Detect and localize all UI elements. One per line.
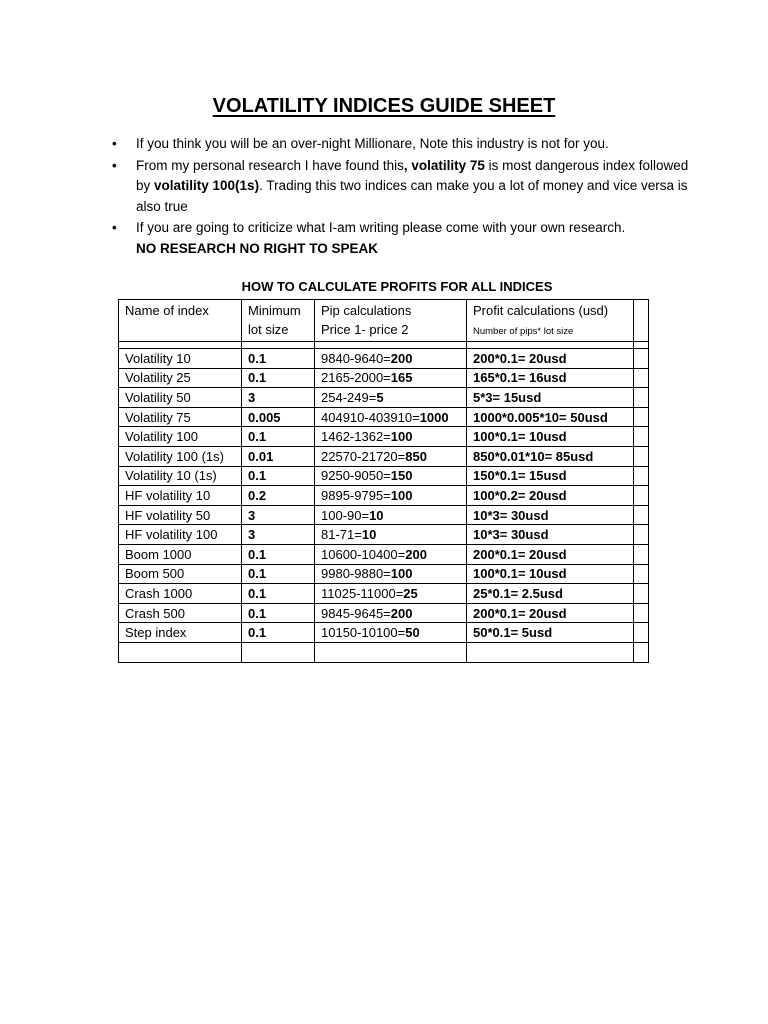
pip-expression: 9845-9645= — [321, 605, 391, 621]
cell-pip — [315, 564, 467, 584]
bullet-emphasis: volatility 100(1s) — [154, 178, 260, 193]
cell-name: Volatility 75 — [119, 407, 242, 427]
cell-name: HF volatility 10 — [119, 486, 242, 506]
table-row — [119, 349, 649, 369]
table-row — [119, 564, 649, 584]
cell-pip — [315, 486, 467, 506]
cell-name: Volatility 100 (1s) — [119, 446, 242, 466]
pip-expression: 1462-1362= — [321, 429, 391, 445]
cell-extra — [634, 525, 649, 545]
pip-expression: 9980-9880= — [321, 566, 391, 582]
list-item — [112, 134, 692, 155]
cell-lot: 0.01 — [242, 446, 315, 466]
list-item — [112, 218, 692, 259]
cell-extra — [634, 584, 649, 604]
cell-extra — [634, 427, 649, 447]
cell-extra — [634, 603, 649, 623]
table-row — [119, 584, 649, 604]
cell-pip — [315, 544, 467, 564]
cell-name: Boom 500 — [119, 564, 242, 584]
cell-profit: 25*0.1= 2.5usd — [467, 584, 634, 604]
cell-name: Volatility 100 — [119, 427, 242, 447]
pip-result: 10 — [369, 507, 384, 523]
cell-name: Crash 1000 — [119, 584, 242, 604]
header-lot-line1: Minimum — [248, 303, 301, 318]
pip-result: 1000 — [419, 409, 449, 425]
pip-expression: 81-71= — [321, 527, 362, 543]
cell-profit: 200*0.1= 20usd — [467, 349, 634, 369]
cell-extra — [634, 486, 649, 506]
table-row — [119, 642, 649, 662]
pip-result: 5 — [376, 389, 384, 405]
pip-result: 150 — [390, 468, 413, 484]
spacer-cell — [634, 342, 649, 349]
table-row — [119, 544, 649, 564]
bullet-text: If you think you will be an over-night Millionare, Note this industry is not for you. — [136, 136, 609, 151]
pip-expression: 9895-9795= — [321, 487, 391, 503]
cell-lot: 0.1 — [242, 564, 315, 584]
pip-expression: 22570-21720= — [321, 448, 406, 464]
cell-profit: 50*0.1= 5usd — [467, 623, 634, 643]
cell-name: Crash 500 — [119, 603, 242, 623]
table-row — [119, 603, 649, 623]
cell-extra — [634, 466, 649, 486]
cell-profit: 10*3= 30usd — [467, 525, 634, 545]
cell-name: HF volatility 100 — [119, 525, 242, 545]
list-item — [112, 156, 692, 218]
pip-expression: 11025-11000= — [321, 585, 404, 601]
indices-table — [118, 299, 649, 663]
table-row — [119, 505, 649, 525]
empty-cell — [242, 642, 315, 662]
cell-profit: 100*0.1= 10usd — [467, 427, 634, 447]
cell-lot: 0.1 — [242, 544, 315, 564]
table-caption: HOW TO CALCULATE PROFITS FOR ALL INDICES — [241, 279, 553, 294]
empty-cell — [467, 642, 634, 662]
bullet-text: If you are going to criticize what I-am writing please come with your own research. — [136, 220, 626, 235]
cell-pip — [315, 349, 467, 369]
pip-expression: 9840-9640= — [321, 350, 391, 366]
empty-cell — [315, 642, 467, 662]
pip-result: 100 — [390, 566, 413, 582]
cell-pip — [315, 584, 467, 604]
pip-result: 100 — [390, 487, 413, 503]
header-profit-line1: Profit calculations (usd) — [473, 303, 609, 318]
table-spacer-row — [119, 342, 649, 349]
pip-result: 165 — [390, 370, 413, 386]
cell-lot: 0.1 — [242, 349, 315, 369]
cell-extra — [634, 505, 649, 525]
table-row — [119, 388, 649, 408]
cell-extra — [634, 368, 649, 388]
table-row — [119, 466, 649, 486]
cell-profit: 100*0.2= 20usd — [467, 486, 634, 506]
bullet-icon: • — [112, 136, 117, 151]
cell-extra — [634, 407, 649, 427]
header-pip-line1: Pip calculations — [321, 303, 412, 318]
cell-profit: 200*0.1= 20usd — [467, 544, 634, 564]
header-lot-line2: lot size — [248, 322, 289, 337]
page-title: VOLATILITY INDICES GUIDE SHEET — [212, 95, 556, 117]
spacer-cell — [315, 342, 467, 349]
cell-extra — [634, 544, 649, 564]
cell-lot: 3 — [242, 388, 315, 408]
cell-lot: 0.2 — [242, 486, 315, 506]
cell-profit: 200*0.1= 20usd — [467, 603, 634, 623]
cell-extra — [634, 349, 649, 369]
cell-lot: 0.1 — [242, 368, 315, 388]
pip-expression: 10600-10400= — [321, 546, 406, 562]
bullet-emphasis: , volatility 75 — [403, 157, 485, 173]
header-extra — [634, 300, 649, 342]
table-row — [119, 525, 649, 545]
cell-profit: 10*3= 30usd — [467, 505, 634, 525]
cell-pip — [315, 525, 467, 545]
cell-profit: 850*0.01*10= 85usd — [467, 446, 634, 466]
pip-expression: 254-249= — [321, 389, 377, 405]
pip-expression: 404910-403910= — [321, 409, 420, 425]
pip-result: 50 — [405, 625, 420, 641]
cell-pip — [315, 427, 467, 447]
pip-expression: 10150-10100= — [321, 625, 406, 641]
bullet-emphasis: NO RESEARCH NO RIGHT TO SPEAK — [136, 240, 379, 256]
cell-pip — [315, 388, 467, 408]
cell-name: Step index — [119, 623, 242, 643]
cell-pip — [315, 466, 467, 486]
table-row — [119, 407, 649, 427]
pip-result: 200 — [390, 350, 413, 366]
spacer-cell — [467, 342, 634, 349]
empty-cell — [634, 642, 649, 662]
cell-pip — [315, 368, 467, 388]
pip-result: 25 — [403, 585, 418, 601]
bullet-text: . Trading this two indices can make you a lot of money and vice versa is also true — [136, 178, 688, 214]
header-pip — [315, 300, 467, 342]
cell-profit: 100*0.1= 10usd — [467, 564, 634, 584]
empty-cell — [119, 642, 242, 662]
cell-pip — [315, 623, 467, 643]
header-pip-line2: Price 1- price 2 — [321, 322, 409, 337]
cell-name: Boom 1000 — [119, 544, 242, 564]
bullet-icon: • — [112, 157, 117, 173]
table-row — [119, 368, 649, 388]
pip-result: 200 — [405, 546, 427, 562]
cell-name: Volatility 10 (1s) — [119, 466, 242, 486]
cell-profit: 165*0.1= 16usd — [467, 368, 634, 388]
table-row — [119, 446, 649, 466]
cell-lot: 0.005 — [242, 407, 315, 427]
pip-result: 10 — [361, 527, 377, 543]
cell-lot: 3 — [242, 525, 315, 545]
spacer-cell — [119, 342, 242, 349]
cell-profit: 150*0.1= 15usd — [467, 466, 634, 486]
pip-expression: 9250-9050= — [321, 468, 391, 484]
cell-pip — [315, 603, 467, 623]
cell-lot: 3 — [242, 505, 315, 525]
cell-profit: 5*3= 15usd — [467, 388, 634, 408]
header-lot — [242, 300, 315, 342]
pip-expression: 2165-2000= — [321, 370, 391, 386]
cell-name: Volatility 25 — [119, 368, 242, 388]
cell-lot: 0.1 — [242, 427, 315, 447]
pip-result: 850 — [405, 448, 427, 464]
header-profit — [467, 300, 634, 342]
cell-extra — [634, 623, 649, 643]
header-name — [119, 300, 242, 342]
cell-pip — [315, 505, 467, 525]
table-row — [119, 427, 649, 447]
bullet-icon: • — [112, 220, 117, 235]
bullet-text: is most dangerous index followed by — [136, 157, 689, 193]
bullet-text: From my personal research I have found this — [136, 157, 404, 173]
cell-name: Volatility 10 — [119, 349, 242, 369]
cell-extra — [634, 446, 649, 466]
pip-result: 200 — [390, 605, 413, 621]
pip-result: 100 — [390, 429, 413, 445]
pip-expression: 100-90= — [321, 507, 370, 523]
cell-profit: 1000*0.005*10= 50usd — [467, 407, 634, 427]
cell-lot: 0.1 — [242, 466, 315, 486]
table-row — [119, 486, 649, 506]
header-name-label: Name of index — [125, 303, 209, 318]
cell-lot: 0.1 — [242, 623, 315, 643]
cell-lot: 0.1 — [242, 603, 315, 623]
table-header-row — [119, 300, 649, 342]
cell-extra — [634, 388, 649, 408]
cell-name: Volatility 50 — [119, 388, 242, 408]
cell-name: HF volatility 50 — [119, 505, 242, 525]
cell-pip — [315, 446, 467, 466]
bullet-list — [112, 134, 692, 260]
cell-extra — [634, 564, 649, 584]
table-row — [119, 623, 649, 643]
spacer-cell — [242, 342, 315, 349]
cell-pip — [315, 407, 467, 427]
header-profit-line2: Number of pips* lot size — [473, 326, 574, 337]
cell-lot: 0.1 — [242, 584, 315, 604]
